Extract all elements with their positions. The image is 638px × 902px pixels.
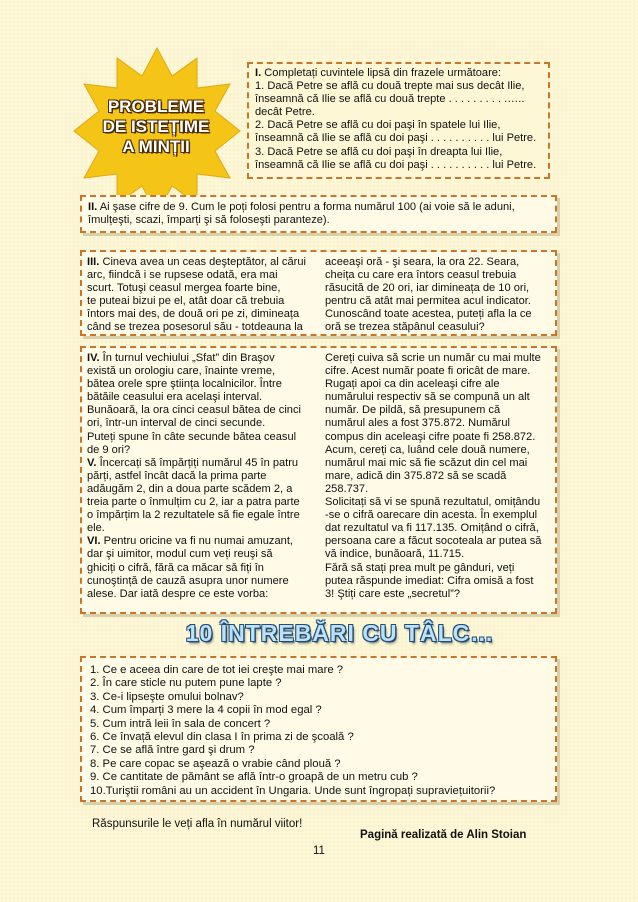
section-3-right-line-1: cheița cu care era întors ceasul trebuia [325,269,517,282]
question-item: 10.Turiştii români au un accident în Ungaria. Unde sunt îngropați supraviețuitorii? [90,784,496,797]
section-1-line-1: 1. Dacă Petre se află cu două trepte mai sus decât Ilie, [255,80,525,93]
section-4-left-text: Puteți spune în câte secunde bătea ceasul [87,430,297,443]
questions-box [80,656,557,802]
question-item: 3. Ce-i lipseşte omului bolnav? [90,690,244,703]
section-4-right-line: numărul mai mic să fie scăzut din cel mai [325,456,528,469]
section-4-left-line [87,417,316,430]
question-item: 8. Pe care copac se aşează o vrabie când plouă ? [90,757,341,770]
section-4-right-line: persoana care a făcut socoteala ar putea să [325,535,542,548]
answers-note: Răspunsurile le veți afla în numărul viitor! [92,818,303,830]
section-2-text-0: Ai şase cifre de 9. Cum le poți folosi pentru a forma numărul 100 (ai voie să le aduni, [99,201,515,213]
section-4-right-line: 3! Ştiți care este „secretul”? [325,587,461,600]
section-4-left-line [87,378,316,391]
section-1-line-4: 2. Dacă Petre se află cu doi paşi în spatele lui Ilie, [255,119,501,132]
section-4-left-line [87,575,316,588]
section-4-left-text: bătea orele spre ştiința localnicilor. Între [87,378,282,391]
section-3-right-line-4: Cunoscând toate acestea, puteți afla la ce [325,308,532,321]
section-4-left-line [87,404,316,417]
section-4-right-line: Rugați apoi ca din aceleaşi cifre ale [325,378,500,391]
section-3-right-col [325,256,551,335]
section-4-right-line: 258.737. [325,482,369,495]
section-4-left-line [87,496,316,509]
section-1-num: I. [255,67,262,79]
badge-line-2: DE ISTEȚIME [102,117,210,136]
badge-title [86,97,226,157]
section-2-box [80,195,557,233]
section-4-right-line: numărului respectiv să se compună un alt [325,391,530,404]
section-4-left-text: cunoştință de cauză asupra unor numere [87,574,289,587]
section-1-line-6: 3. Dacă Petre se află cu doi paşi în dreapta lui Ilie, [255,145,503,158]
section-3-left-line-4: întors mai des, de două ori pe zi, dimineața [87,308,300,321]
question-item: 6. Ce învață elevul din clasa I în prima zi de şcoală ? [90,731,354,744]
section-4-left-line [87,483,316,496]
section-4-left-line [87,522,316,535]
question-item: 1. Ce e aceea din care de tot iei creşte mai mare ? [90,664,344,676]
question-item: 9. Ce cantitate de pământ se află într-o groapă de un metru cub ? [90,771,418,784]
section-3-left-line-5: când se trezea posesorul său - totdeauna la [87,321,303,334]
section-4-left-line [87,509,316,522]
section-4-left-line [87,457,316,470]
section-3-right-line-3: pentru că atât mai permitea acul indicator. [325,295,531,308]
section-1-line-0 [255,67,542,80]
section-4-box [80,346,557,614]
section-4-left-line [87,444,316,457]
section-4-left-line [87,352,316,365]
section-4-left-text: În turnul vechiului „Sfat” din Braşov [102,352,275,364]
section-4-left-text: ghiciți o cifră, fără ca măcar să fiți în [87,561,264,574]
section-4-left-text: Încercați să împărțiți numărul 45 în patru [99,456,299,469]
section-4-left-line [87,562,316,575]
questions-title: 10 ÎNTREBĂRI CU TÂLC… [185,620,495,646]
section-4-right-line: cifre. Acest număr poate fi oricât de mare. [325,365,531,378]
section-4-left-text: treia parte o înmulțim cu 2, iar a patra parte [87,496,300,509]
section-3-left-line-3: te puteai bizui pe el, atât doar că trebuia [87,295,285,308]
section-4-right-line: numărul ales a fost 375.872. Numărul [325,417,510,430]
section-4-left-text: există un orologiu care, înainte vreme, [87,365,276,378]
section-3-right-line-2: răsucită de 20 ori, iar dimineața de 10 ori, [325,282,530,295]
section-2-line-0 [88,201,549,214]
section-1-line-3: decât Petre. [255,106,315,119]
section-1-line-7: înseamnă că Ilie se află cu doi paşi . . . . . . . . . . lui Petre. [255,158,537,171]
section-3-left-line-0 [87,256,316,269]
section-4-left-text: dar şi uimitor, modul cum veți reuşi să [87,548,273,561]
section-3-num: III. [87,256,100,268]
section-1-text-0: Completați cuvintele lipsă din frazele următoare: [264,67,502,79]
section-4-right-line: vă indice, bunăoară, 11.715. [325,548,465,561]
section-4-right-line: mare, adică din 375.872 să se scadă [325,469,507,482]
section-3-box [80,250,557,336]
section-number: VI. [87,535,101,548]
section-4-left-text: Pentru oricine va fi nu numai amuzant, [103,535,293,548]
section-4-left-text: alese. Dar iată despre ce este vorba: [87,587,269,600]
section-4-right-col [325,352,551,601]
section-1-line-2: înseamnă că Ilie se află cu două trepte . . . . . . . . . .….. [255,93,525,106]
section-4-left-text: o împărțim la 2 rezultatele să fie egale între [87,509,300,522]
section-4-right-line: număr. De pildă, să presupunem că [325,404,501,417]
section-1-box [247,62,550,179]
question-item: 4. Cum împarți 3 mere la 4 copii în mod egal ? [90,704,322,717]
question-item: 2. În care sticle nu putem pune lapte ? [90,677,282,690]
section-3-right-line-0: aceeaşi oră - şi seara, la ora 22. Seara, [325,256,520,268]
section-4-left-line [87,588,316,601]
section-4-right-line: putea răspunde imediat: Cifra omisă a fost [325,574,534,587]
section-4-right-line: dat rezultatul va fi 117.135. Omițând o cifră, [325,522,539,535]
section-4-left-text: părți, astfel încât dacă la prima parte [87,469,267,482]
section-4-right-line: Cereți cuiva să scrie un număr cu mai multe [325,352,541,364]
section-3-right-line-5: oră se trezea stăpânul ceasului? [325,321,485,334]
section-4-left-line [87,470,316,483]
section-4-left-line [87,535,316,548]
section-4-left-line [87,391,316,404]
section-3-left-text-0: Cineva avea un ceas deşteptător, al cărui [102,256,306,268]
section-number: V. [87,456,97,469]
section-4-left-text: Bunăoară, la ora cinci ceasul bătea de cinci [87,404,301,417]
page-number: 11 [313,845,325,857]
badge-line-1: PROBLEME [107,97,205,116]
section-4-right-line: Solicitați să vi se spună rezultatul, omițându [325,496,541,509]
section-4-left-text: bătăile ceasului era acelaşi interval. [87,391,263,404]
section-4-right-line: Acum, cereți ca, luând cele două numere, [325,443,530,456]
section-2-num: II. [88,201,98,213]
section-4-left-text: de 9 ori? [87,443,131,456]
question-item: 7. Ce se află între gard şi drum ? [90,744,255,757]
question-item: 5. Cum intră leii în sala de concert ? [90,717,271,730]
section-1-line-5: înseamnă că Ilie se află cu doi paşi . . . . . . . . . . lui Petre. [255,132,537,145]
section-4-left-text: ele. [87,522,105,535]
section-number: IV. [87,352,100,364]
section-4-left-text: ori, într-un interval de cinci secunde. [87,417,266,430]
page-credit: Pagină realizată de Alin Stoian [360,829,527,841]
section-4-left-line [87,548,316,561]
section-4-left-col [87,352,316,601]
section-3-left-col [87,256,316,335]
section-4-right-line: compus din aceleaşi cifre poate fi 258.872. [325,430,536,443]
badge-line-3: A MINȚII [122,137,190,156]
section-4-right-line: -se o cifră oarecare din acesta. În exemplul [325,509,538,522]
section-3-left-line-1: arc, fiindcă i se rupsese odată, era mai [87,269,278,282]
section-4-left-text: adăugăm 2, din a doua parte scădem 2, a [87,482,293,495]
section-3-left-line-2: scurt. Totuşi ceasul mergea foarte bine, [87,282,281,295]
section-4-left-line [87,431,316,444]
section-2-line-1: îmulțeşti, scazi, împarți şi să foloseşti paranteze). [88,214,330,227]
section-4-right-line: Fără să stați prea mult pe gânduri, veți [325,561,515,574]
section-4-left-line [87,365,316,378]
